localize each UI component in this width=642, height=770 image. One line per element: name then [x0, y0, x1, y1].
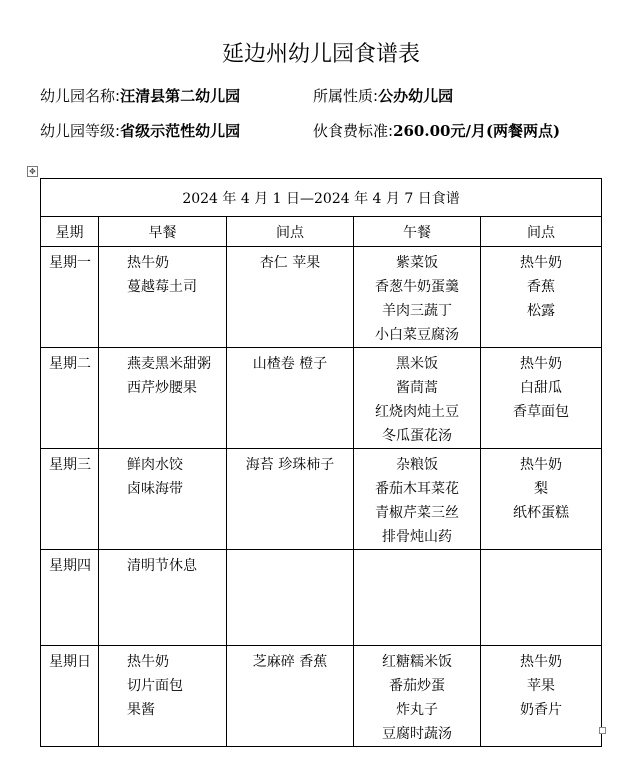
dish-item: 西芹炒腰果	[127, 380, 197, 396]
morning-snack-cell	[227, 348, 354, 449]
weekday-label: 星期三	[49, 457, 91, 473]
weekday-label: 星期四	[49, 558, 91, 574]
kindergarten-grade	[40, 121, 240, 141]
dish-item: 白甜瓜	[520, 380, 563, 396]
kindergarten-grade-value: 省级示范性幼儿园	[120, 122, 241, 140]
dish-item: 果酱	[127, 702, 155, 718]
morning-snack-cell	[227, 247, 354, 348]
table-resize-handle[interactable]	[599, 727, 606, 734]
lunch-cell	[354, 247, 481, 348]
meal-fee-value: 260.00元/月(两餐两点)	[393, 122, 561, 140]
breakfast-cell	[99, 550, 227, 646]
dish-item: 青椒芹菜三丝	[375, 505, 459, 521]
header-snack-afternoon: 间点	[481, 217, 602, 247]
dish-item: 冬瓜蛋花汤	[382, 428, 452, 444]
dish-item: 番茄木耳菜花	[375, 481, 459, 497]
day-cell	[41, 247, 99, 348]
lunch-cell	[354, 646, 481, 747]
dish-item: 羊肉三蔬丁	[382, 303, 452, 319]
dish-item: 番茄炒蛋	[389, 678, 445, 694]
dish-item: 奶香片	[520, 702, 563, 718]
day-cell	[41, 646, 99, 747]
lunch-cell	[354, 550, 481, 646]
lunch-cell	[354, 348, 481, 449]
dish-item: 梨	[534, 481, 549, 497]
menu-period: 2024 年 4 月 1 日—2024 年 4 月 7 日食谱	[41, 179, 602, 217]
breakfast-cell	[99, 646, 227, 747]
dish-item: 燕麦黑米甜粥	[127, 356, 211, 372]
dish-item: 热牛奶	[127, 654, 169, 670]
dish-item: 苹果	[527, 678, 556, 694]
dish-item: 酱茼蒿	[396, 380, 438, 396]
breakfast-cell	[99, 348, 227, 449]
day-cell	[41, 348, 99, 449]
dish-item: 热牛奶	[520, 255, 563, 271]
kindergarten-nature	[313, 86, 453, 106]
table-row	[41, 646, 602, 747]
dish-item: 炸丸子	[396, 702, 438, 718]
kindergarten-name-value: 汪清县第二幼儿园	[120, 87, 241, 105]
dish-item: 香蕉	[527, 279, 556, 295]
meal-fee	[313, 121, 560, 141]
dish-item: 切片面包	[127, 678, 183, 694]
breakfast-cell	[99, 247, 227, 348]
dish-item: 香草面包	[513, 404, 570, 420]
kindergarten-name-label: 幼儿园名称:	[40, 87, 121, 105]
table-row	[41, 449, 602, 550]
afternoon-snack-cell	[481, 247, 602, 348]
header-weekday: 星期	[41, 217, 99, 247]
menu-table	[40, 178, 602, 747]
dish-item: 红糖糯米饭	[382, 654, 452, 670]
table-row	[41, 348, 602, 449]
weekday-label: 星期一	[49, 255, 91, 271]
weekday-label: 星期二	[49, 356, 91, 372]
dish-item: 黑米饭	[396, 356, 438, 372]
dish-item: 杏仁 苹果	[259, 255, 321, 271]
morning-snack-cell	[227, 646, 354, 747]
document-title: 延边州幼儿园食谱表	[221, 42, 420, 67]
dish-item: 小白菜豆腐汤	[375, 327, 459, 343]
dish-item: 排骨炖山药	[382, 529, 452, 545]
afternoon-snack-cell	[481, 550, 602, 646]
dish-item: 热牛奶	[520, 654, 563, 670]
dish-item: 紫菜饭	[396, 255, 438, 271]
afternoon-snack-cell	[481, 646, 602, 747]
morning-snack-cell	[227, 449, 354, 550]
dish-item: 松露	[527, 303, 556, 319]
kindergarten-nature-value: 公办幼儿园	[378, 87, 454, 105]
afternoon-snack-cell	[481, 348, 602, 449]
dish-item: 热牛奶	[520, 356, 563, 372]
table-move-handle-icon[interactable]: ✥	[27, 166, 38, 177]
meal-fee-label: 伙食费标准:	[313, 122, 394, 140]
dish-item: 卤味海带	[127, 481, 183, 497]
table-row	[41, 247, 602, 348]
lunch-cell	[354, 449, 481, 550]
header-row	[41, 217, 602, 247]
dish-item: 清明节休息	[127, 558, 197, 574]
kindergarten-grade-label: 幼儿园等级:	[40, 122, 121, 140]
table-row	[41, 550, 602, 646]
breakfast-cell	[99, 449, 227, 550]
header-snack-morning: 间点	[227, 217, 354, 247]
dish-item: 香葱牛奶蛋羹	[375, 279, 459, 295]
dish-item: 热牛奶	[127, 255, 169, 271]
header-lunch: 午餐	[354, 217, 481, 247]
dish-item: 杂粮饭	[396, 457, 438, 473]
dish-item: 芝麻碎 香蕉	[252, 654, 328, 670]
kindergarten-nature-label: 所属性质:	[313, 87, 379, 105]
weekday-label: 星期日	[49, 654, 91, 670]
dish-item: 蔓越莓土司	[127, 279, 197, 295]
dish-item: 热牛奶	[520, 457, 563, 473]
morning-snack-cell	[227, 550, 354, 646]
kindergarten-name	[40, 86, 240, 106]
dish-item: 鲜肉水饺	[127, 457, 183, 473]
dish-item: 红烧肉炖土豆	[375, 404, 459, 420]
header-breakfast: 早餐	[99, 217, 227, 247]
afternoon-snack-cell	[481, 449, 602, 550]
dish-item: 海苔 珍珠柿子	[245, 457, 335, 473]
day-cell	[41, 550, 99, 646]
dish-item: 纸杯蛋糕	[513, 505, 570, 521]
dish-item: 豆腐时蔬汤	[382, 726, 452, 742]
day-cell	[41, 449, 99, 550]
dish-item: 山楂卷 橙子	[252, 356, 328, 372]
